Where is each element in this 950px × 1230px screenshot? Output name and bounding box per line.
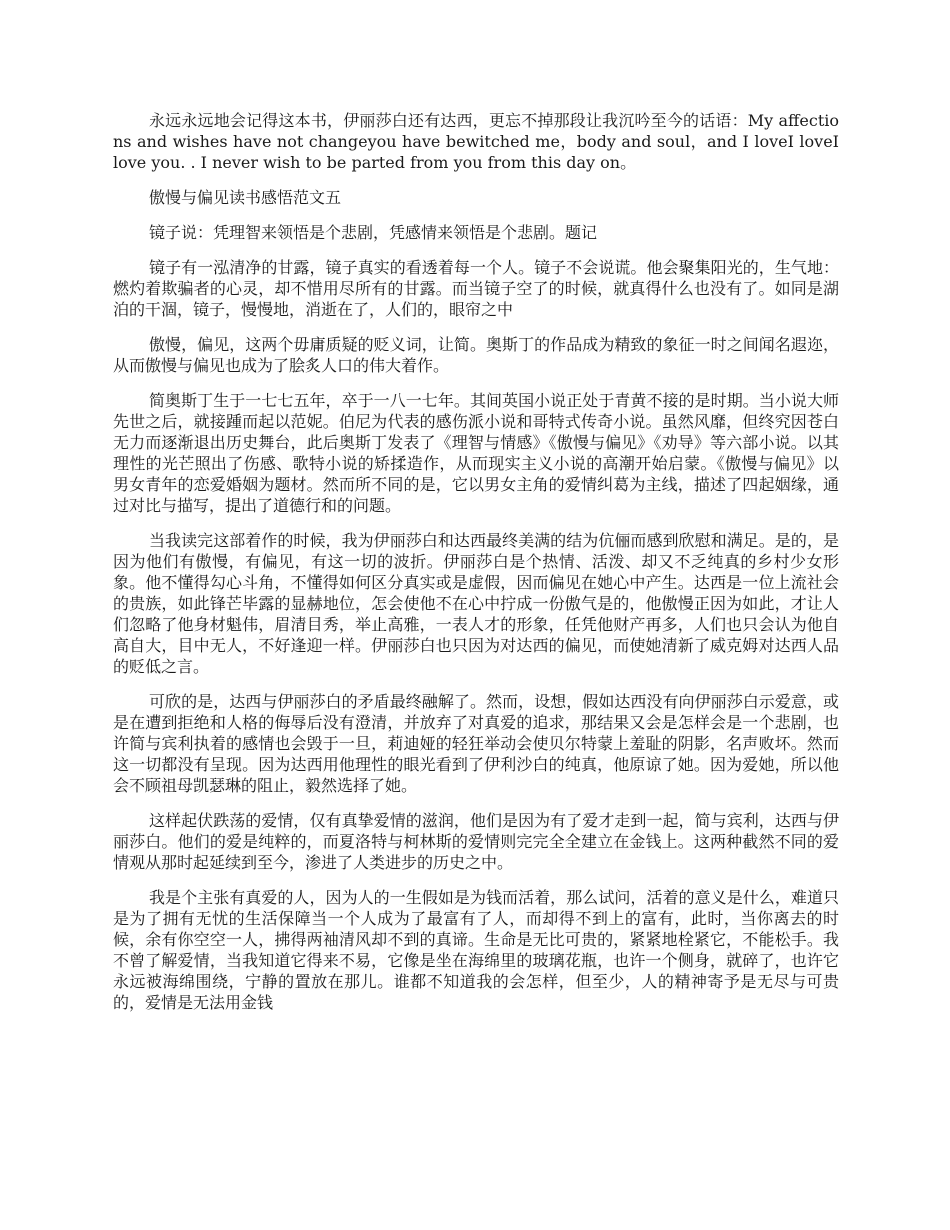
paragraph-mirror: 镜子有一泓清净的甘露，镜子真实的看透着每一个人。镜子不会说谎。他会聚集阳光的，生气地：燃灼着欺骗者的心灵，却不惜用尽所有的甘露。而当镜子空了的时候，就真得什么也没有了。如同是湖泊的干涸，镜子，慢慢地，消逝在了，人们的，眼帘之中 [113,258,839,319]
epigraph: 镜子说：凭理智来领悟是个悲剧，凭感情来领悟是个悲剧。题记 [149,223,598,242]
paragraph-reading-feelings: 当我读完这部着作的时候，我为伊丽莎白和达西最终美满的结为伉俪而感到欣慰和满足。是的，是因为他们有傲慢，有偏见，有这一切的波折。伊丽莎白是个热情、活泼、却又不乏纯真的乡村少女形象。他不懂得勾心斗角，不懂得如何区分真实或是虚假，因而偏见在她心中产生。达西是一位上流社会的贵族，如此锋芒毕露的显赫地位，怎会使他不在心中拧成一份傲气是的，他傲慢正因为如此，才让人们忽略了他身材魁伟，眉清目秀，举止高雅，一表人才的形象，任凭他财产再多，人们也只会认为他自高自大，目中无人，不好逢迎一样。伊丽莎白也只因为对达西的偏见，而使她清新了威克姆对达西人品的贬低之言。 [113,531,839,676]
paragraph-pride-prejudice: 傲慢，偏见，这两个毋庸质疑的贬义词，让简。奥斯丁的作品成为精致的象征一时之间闻名遐迩，从而傲慢与偏见也成为了脍炙人口的伟大着作。 [113,335,839,375]
paragraph-conflict-resolved: 可欣的是，达西与伊丽莎白的矛盾最终融解了。然而，设想，假如达西没有向伊丽莎白示爱意，或是在遭到拒绝和人格的侮辱后没有澄清，并放弃了对真爱的追求，那结果又会是怎样会是一个悲剧，也许简与宾利执着的感情也会毁于一旦，莉迪娅的轻狂举动会使贝尔特蒙上羞耻的阴影，名声败坏。然而这一切都没有呈现。因为达西用他理性的眼光看到了伊利沙白的纯真，他原谅了她。因为爱她，所以他会不顾祖母凯瑟琳的阻止，毅然选择了她。 [113,692,839,795]
paragraph-quote: 永远永远地会记得这本书，伊丽莎白还有达西，更忘不掉那段让我沉吟至今的话语：My affections and wishes have not changeyou have bewitched me，body and soul，and I loveI loveI love you. . I never wish to be parted from you from this day on。 [113,111,840,172]
document-page [113,110,839,1027]
paragraph-love-contrast: 这样起伏跌荡的爱情，仅有真挚爱情的滋润，他们是因为有了爱才走到一起，简与宾利，达西与伊丽莎白。他们的爱是纯粹的，而夏洛特与柯林斯的爱情则完完全全建立在金钱上。这两种截然不同的爱情观从那时起延续到至今，渗进了人类进步的历史之中。 [113,811,839,872]
paragraph-true-love: 我是个主张有真爱的人，因为人的一生假如是为钱而活着，那么试问，活着的意义是什么，难道只是为了拥有无忧的生活保障当一个人成为了最富有了人，而却得不到上的富有，此时，当你离去的时候，余有你空空一人，拂得两袖清风却不到的真谛。生命是无比可贵的，紧紧地栓紧它，不能松手。我不曾了解爱情，当我知道它得来不易，它像是坐在海绵里的玻璃花瓶，也许一个侧身，就碎了，也许它永远被海绵围绕，宁静的置放在那儿。谁都不知道我的会怎样，但至少，人的精神寄予是无尽与可贵的，爱情是无法用金钱 [113,888,839,1012]
section-title: 傲慢与偏见读书感悟范文五 [149,188,342,207]
paragraph-austen-bio: 简奥斯丁生于一七七五年，卒于一八一七年。其间英国小说正处于青黄不接的是时期。当小说大师先世之后，就接踵而起以范妮。伯尼为代表的感伤派小说和哥特式传奇小说。虽然风靡，但终究因苍白无力而逐渐退出历史舞台，此后奥斯丁发表了《理智与情感》《傲慢与偏见》《劝导》等六部小说。以其理性的光芒照出了伤感、歌特小说的矫揉造作，从而现实主义小说的高潮开始启蒙。《傲慢与偏见》以男女青年的恋爱婚姻为题材。然而所不同的是，它以男女主角的爱情纠葛为主线，描述了四起姻缘，通过对比与描写，提出了道德行和的问题。 [113,391,839,515]
